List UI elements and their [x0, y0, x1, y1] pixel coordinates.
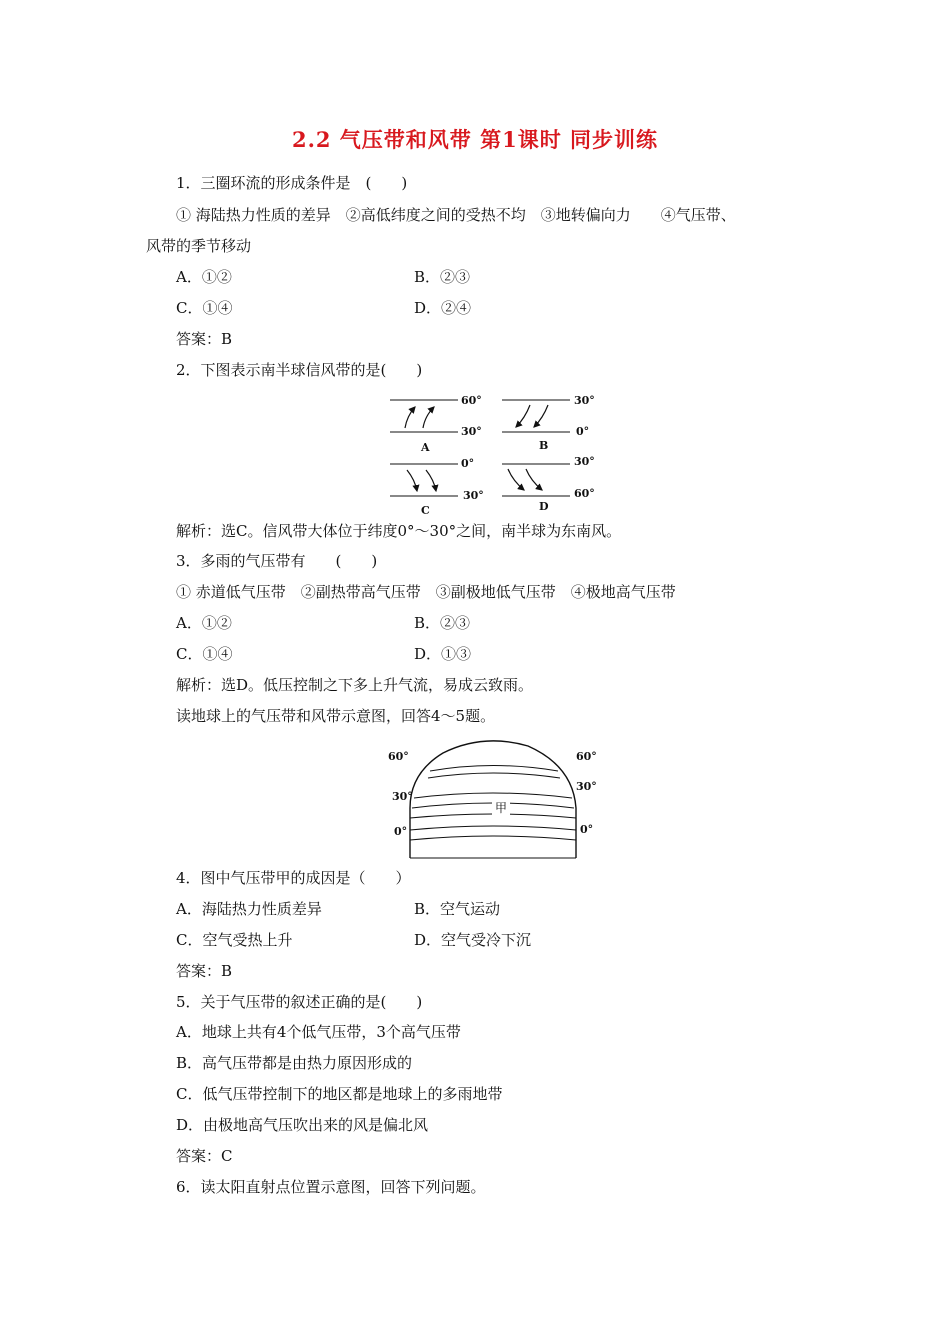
- globe-label-right-60: 60°: [576, 750, 597, 763]
- globe-line-60-b: [428, 773, 560, 778]
- q3-stem: 3．多雨的气压带有 ( ): [176, 552, 378, 570]
- globe-line-30-a: [414, 793, 572, 798]
- q4-option-c[interactable]: C．空气受热上升: [176, 931, 293, 949]
- panel-b: [502, 394, 595, 452]
- q1-option-b[interactable]: B．②③: [414, 268, 471, 286]
- q4-stem: 4．图中气压带甲的成因是（ ）: [176, 869, 411, 887]
- q1-option-d[interactable]: D．②④: [414, 299, 472, 317]
- panel-d-arrow-2: [526, 469, 542, 490]
- panel-b-top-lat: 30°: [574, 394, 595, 407]
- panel-d-top-lat: 30°: [574, 455, 595, 468]
- panel-a: [390, 394, 482, 454]
- q4-option-a[interactable]: A．海陆热力性质差异: [176, 900, 322, 918]
- panel-c-arrow-1: [407, 470, 417, 491]
- globe-label-left-0: 0°: [394, 825, 408, 838]
- globe-label-jia: 甲: [495, 801, 508, 815]
- q5-answer: 答案：C: [176, 1147, 233, 1165]
- q5-option-d[interactable]: D．由极地高气压吹出来的风是偏北风: [176, 1116, 429, 1134]
- globe-label-left-60: 60°: [388, 750, 409, 763]
- page-title: 2.2 气压带和风带 第1课时 同步训练: [291, 127, 659, 152]
- q6-stem: 6．读太阳直射点位置示意图，回答下列问题。: [176, 1178, 486, 1196]
- q2-explanation: 解析：选C。信风带大体位于纬度0°～30°之间，南半球为东南风。: [176, 522, 622, 540]
- panel-a-arrow-2: [423, 407, 434, 428]
- q4-option-b[interactable]: B．空气运动: [414, 900, 501, 918]
- panel-b-label: B: [539, 439, 549, 452]
- q3-option-c[interactable]: C．①④: [176, 645, 233, 663]
- globe-line-0-a: [410, 826, 576, 830]
- q1-option-a[interactable]: A．①②: [176, 268, 232, 286]
- panel-d-bottom-lat: 60°: [574, 487, 595, 500]
- wind-belt-figure: [385, 390, 615, 515]
- q3-option-a[interactable]: A．①②: [176, 614, 232, 632]
- q3-explanation: 解析：选D。低压控制之下多上升气流，易成云致雨。: [176, 676, 534, 694]
- q5-option-b[interactable]: B．高气压带都是由热力原因形成的: [176, 1054, 413, 1072]
- globe-label-right-30: 30°: [576, 780, 597, 793]
- panel-c-top-lat: 0°: [461, 457, 475, 470]
- q2-stem: 2．下图表示南半球信风带的是( ): [176, 361, 423, 379]
- panel-d-arrow-1: [508, 469, 524, 490]
- panel-a-top-lat: 60°: [461, 394, 482, 407]
- globe-line-0-b: [410, 836, 576, 840]
- panel-d-label: D: [539, 500, 549, 513]
- globe-pressure-belt-figure: [388, 738, 598, 863]
- globe-outline: [410, 741, 576, 858]
- panel-a-label: A: [421, 441, 430, 454]
- q4-option-d[interactable]: D．空气受冷下沉: [414, 931, 532, 949]
- globe-label-left-30: 30°: [392, 790, 413, 803]
- globe-label-right-0: 0°: [580, 823, 594, 836]
- q3-options-list: ① 赤道低气压带 ②副热带高气压带 ③副极地低气压带 ④极地高气压带: [176, 583, 676, 601]
- q5-option-c[interactable]: C．低气压带控制下的地区都是地球上的多雨地带: [176, 1085, 503, 1103]
- panel-a-arrow-1: [405, 407, 415, 428]
- read-instruction-4-5: 读地球上的气压带和风带示意图，回答4～5题。: [176, 707, 496, 725]
- panel-c: [390, 457, 484, 515]
- panel-d: [502, 455, 595, 513]
- q3-option-b[interactable]: B．②③: [414, 614, 471, 632]
- panel-b-bottom-lat: 0°: [576, 425, 590, 438]
- globe-line-60-a: [430, 766, 558, 772]
- panel-a-bottom-lat: 30°: [461, 425, 482, 438]
- q4-answer: 答案：B: [176, 962, 233, 980]
- q3-option-d[interactable]: D．①③: [414, 645, 472, 663]
- q1-answer: 答案：B: [176, 330, 233, 348]
- q1-option-c[interactable]: C．①④: [176, 299, 233, 317]
- panel-c-arrow-2: [426, 470, 436, 491]
- q1-conditions-line1: ① 海陆热力性质的差异 ②高低纬度之间的受热不均 ③地转偏向力 ④气压带、: [176, 206, 736, 224]
- panel-b-arrow-1: [516, 405, 530, 427]
- panel-c-label: C: [421, 504, 430, 515]
- q5-stem: 5．关于气压带的叙述正确的是( ): [176, 993, 423, 1011]
- q1-conditions-line2: 风带的季节移动: [146, 237, 252, 255]
- panel-b-arrow-2: [534, 405, 548, 427]
- q5-option-a[interactable]: A．地球上共有4个低气压带，3个高气压带: [176, 1023, 461, 1041]
- q1-stem: 1．三圈环流的形成条件是 ( ): [176, 174, 408, 192]
- panel-c-bottom-lat: 30°: [463, 489, 484, 502]
